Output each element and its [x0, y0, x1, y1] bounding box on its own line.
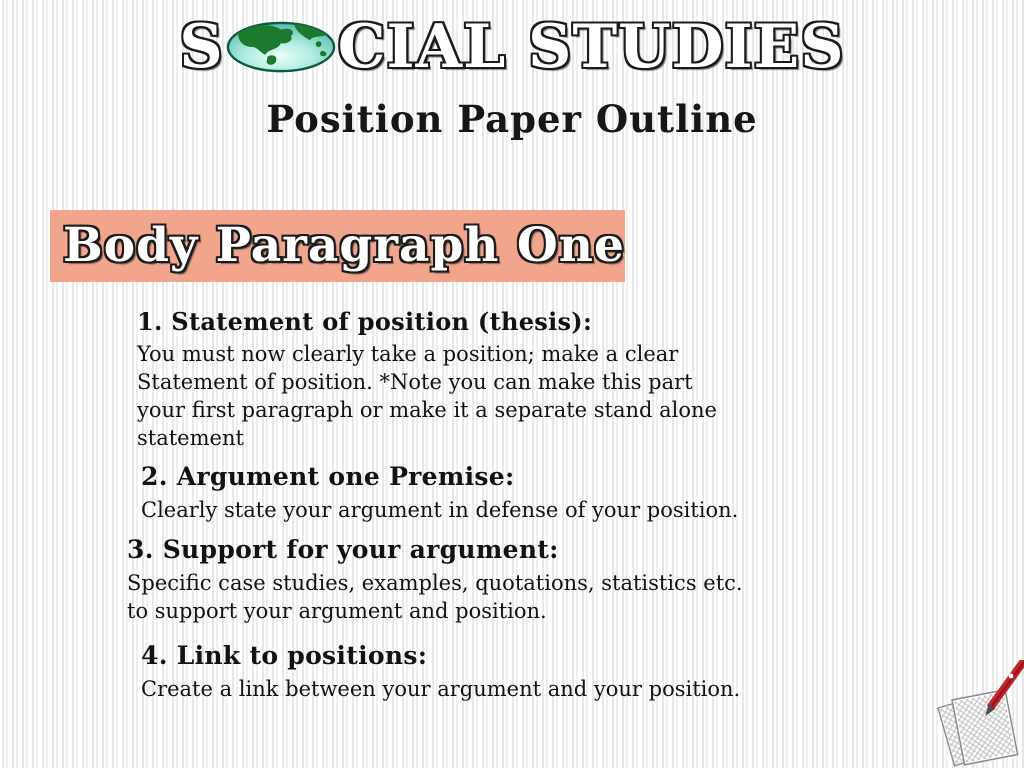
outline-item-2	[141, 463, 738, 524]
body-line: Clearly state your argument in defense of your position.	[141, 497, 739, 522]
outline-item-4-heading: 4. Link to positions:	[141, 641, 428, 670]
outline-item-3-body	[127, 569, 743, 625]
section-banner	[50, 210, 625, 282]
body-line: your first paragraph or make it a separate stand alone	[137, 397, 717, 422]
outline-item-4	[141, 642, 740, 703]
title-prefix: S	[179, 12, 224, 82]
outline-item-1	[137, 308, 717, 452]
body-line: statement	[137, 425, 244, 450]
outline-item-2-heading: 2. Argument one Premise:	[141, 462, 515, 491]
body-line: Statement of position. *Note you can make this part	[137, 369, 693, 394]
outline-item-2-body	[141, 496, 738, 524]
body-line: Specific case studies, examples, quotations, statistics etc.	[127, 570, 743, 595]
outline-item-3-heading: 3. Support for your argument:	[127, 535, 559, 564]
notepad-pencil-icon	[932, 660, 1024, 768]
slide-title	[0, 12, 1024, 82]
body-line: to support your argument and position.	[127, 598, 547, 623]
banner-text: Body Paragraph One	[63, 218, 625, 273]
outline-item-1-heading: 1. Statement of position (thesis):	[137, 307, 593, 336]
body-line: Create a link between your argument and your position.	[141, 676, 741, 701]
body-line: You must now clearly take a position; make a clear	[137, 341, 679, 366]
title-suffix: CIAL STUDIES	[337, 12, 845, 82]
slide-subtitle: Position Paper Outline	[266, 97, 758, 141]
globe-icon	[225, 20, 337, 74]
outline-item-1-body	[137, 340, 717, 452]
outline-item-3	[127, 536, 743, 625]
outline-item-4-body	[141, 675, 740, 703]
